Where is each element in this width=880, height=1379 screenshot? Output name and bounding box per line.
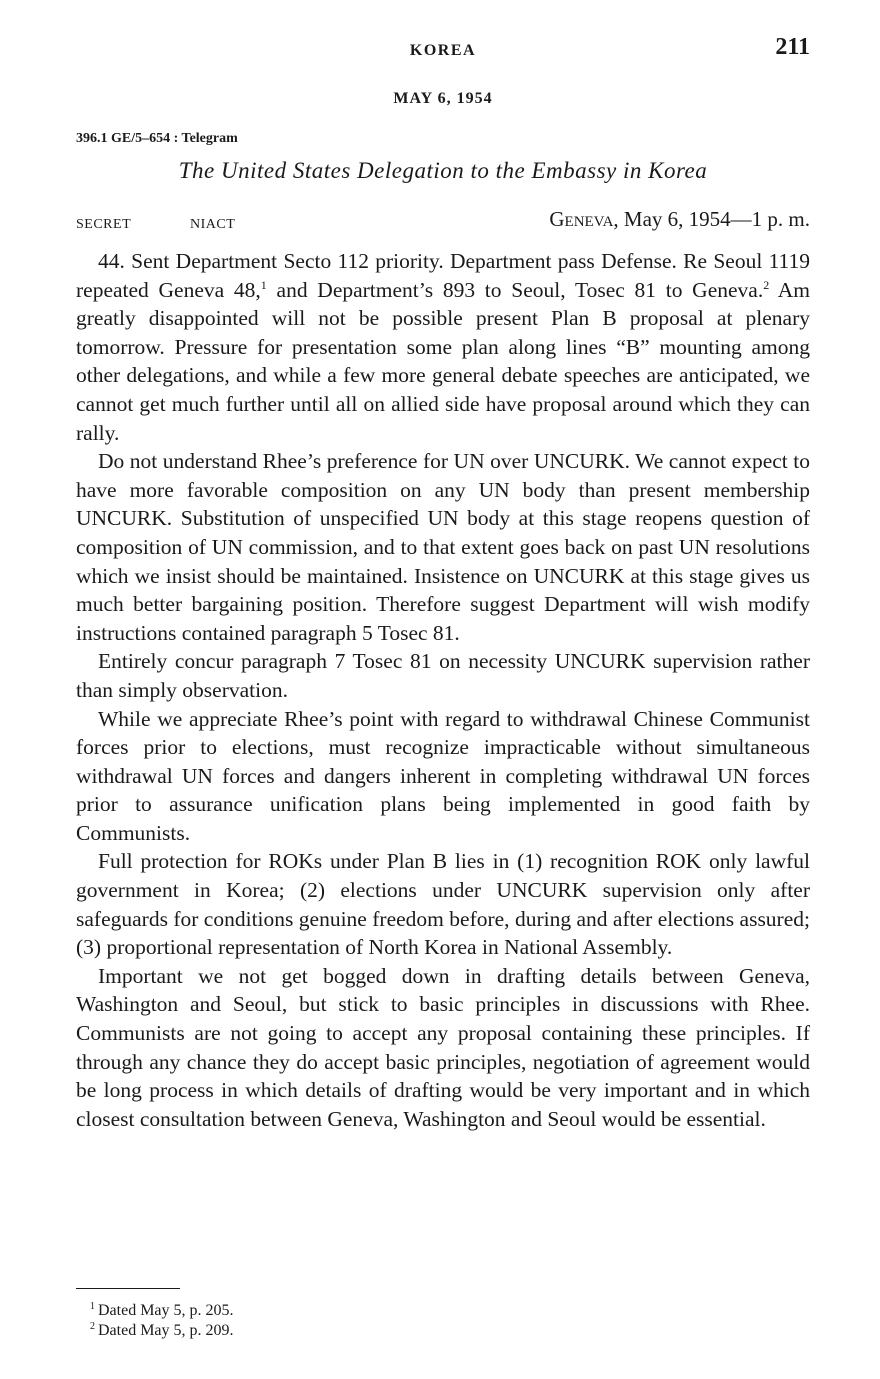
footnote-2 (90, 1321, 234, 1341)
document-title: The United States Delegation to the Embassy in Korea (178, 158, 708, 183)
paragraph-2: Do not understand Rhee’s preference for UN over UNCURK. We cannot expect to have more favorable composition on any UN body than present membership UNCURK. Substitution of unspecified UN body at this stage reopens question of composition of UN commission, and to that extent goes back on past UN resolutions which we insist should be maintained. Insistence on UNCURK at this stage gives us much better bargaining position. Therefore suggest Department will wish modify instructions contained paragraph 5 Tosec 81. (76, 449, 810, 645)
paragraph-3: Entirely concur paragraph 7 Tosec 81 on necessity UNCURK supervision rather than simply observation. (76, 649, 810, 702)
footnote-marker: 1 (90, 1301, 95, 1312)
telegram-header-line (76, 205, 810, 235)
footnote-ref-2: 2 (763, 277, 770, 292)
paragraph-4: While we appreciate Rhee’s point with regard to withdrawal Chinese Communist forces prior to elections, must recognize impracticable without simultaneous withdrawal UN forces and dangers inherent in completing withdrawal UN forces prior to assurance unification plans being implemented in good faith by Communists. (76, 706, 810, 845)
footnote-text: Dated May 5, p. 209. (98, 1322, 234, 1339)
precedence-label: NIACT (190, 217, 236, 232)
paragraph-1-part-b: and Department’s 893 to Seoul, Tosec 81 to Geneva. (266, 277, 764, 302)
footnotes (90, 1301, 234, 1341)
running-title: KOREA (409, 42, 477, 59)
footnote-divider (76, 1288, 180, 1289)
running-head (76, 34, 810, 64)
footnote-marker: 2 (90, 1321, 95, 1332)
telegram-body (76, 247, 810, 1133)
paragraph-1-part-a: 44. Sent Department Secto 112 priority. Department pass Defense. Re Seoul 1119 repeated Geneva 48, (76, 249, 810, 302)
paragraph-1-part-c: Am greatly disappointed will not be possible present Plan B proposal at plenary tomorrow. Pressure for presentation some plan along lines “B” mounting among other delegations, and while a few more general debate speeches are anticipated, we cannot get much further until all on allied side have proposal around which they can rally. (76, 277, 810, 445)
date-heading: MAY 6, 1954 (393, 90, 493, 107)
footnote-text: Dated May 5, p. 205. (98, 1302, 234, 1319)
paragraph-5: Full protection for ROKs under Plan B lies in (1) recognition ROK only lawful government in Korea; (2) elections under UNCURK supervision only after safeguards for conditions genuine freedom before, during and after elections assured; (3) proportional representation of North Korea in National Assembly. (76, 849, 810, 960)
footnote-1 (90, 1301, 234, 1321)
origin-datetime: , May 6, 1954—1 p. m. (613, 207, 810, 231)
file-reference: 396.1 GE/5–654 : Telegram (76, 131, 238, 146)
page-number: 211 (775, 34, 810, 60)
paragraph-6: Important we not get bogged down in drafting details between Geneva, Washington and Seoul, but stick to basic principles in discussions with Rhee. Communists are not going to accept any proposal containing these principles. If through any chance they do accept basic principles, negotiation of agreement would be long process in which details of drafting would be very important and in which closest consultation between Geneva, Washington and Seoul would be essential. (76, 963, 810, 1131)
origin-dateline (549, 207, 810, 232)
origin-place: Geneva (549, 207, 614, 231)
footnote-ref-1: 1 (260, 277, 267, 292)
paragraph-1 (76, 247, 810, 447)
classification-label: SECRET (76, 217, 132, 232)
